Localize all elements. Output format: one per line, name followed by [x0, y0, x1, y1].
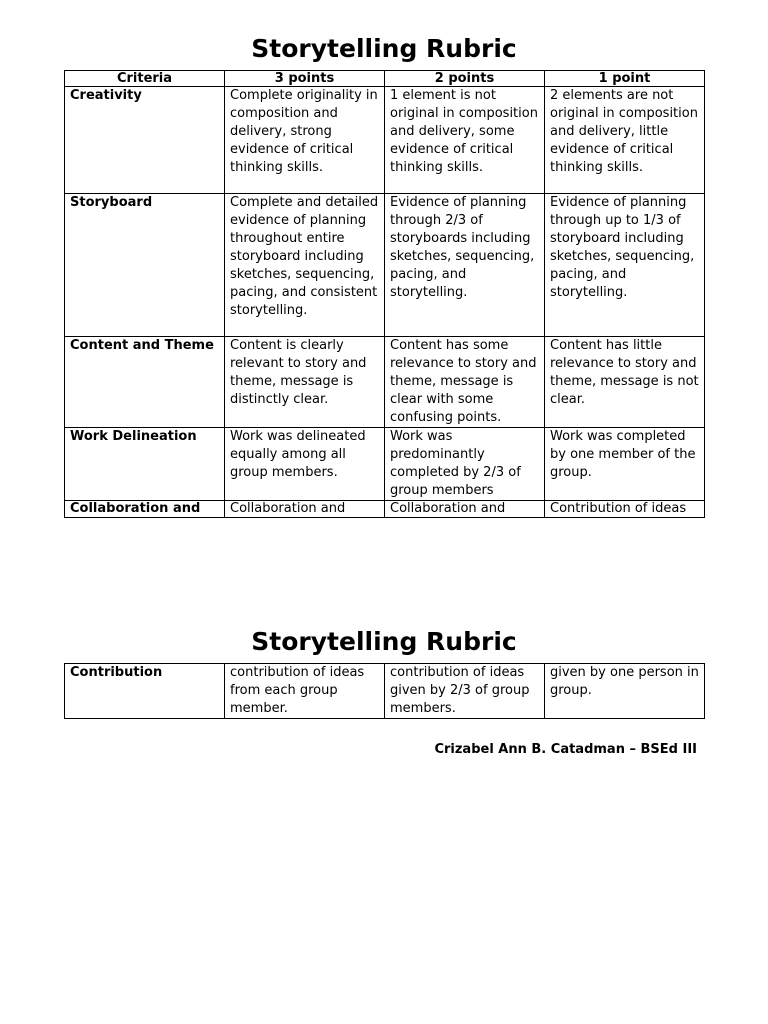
two-points-cell: contribution of ideas given by 2/3 of group members.: [385, 664, 545, 719]
column-header-3-points: 3 points: [225, 71, 385, 87]
table-row: [65, 664, 705, 719]
one-point-cell: Work was completed by one member of the group.: [545, 428, 705, 501]
one-point-cell: Content has little relevance to story and theme, message is not clear.: [545, 337, 705, 428]
table-header-row: [65, 71, 705, 87]
page-title: Storytelling Rubric: [251, 34, 517, 63]
criteria-cell: Content and Theme: [65, 337, 225, 428]
two-points-cell: Content has some relevance to story and theme, message is clear with some confusing points.: [385, 337, 545, 428]
criteria-cell: Work Delineation: [65, 428, 225, 501]
table-row: [65, 428, 705, 501]
three-points-cell: Collaboration and: [225, 501, 385, 518]
three-points-cell: Complete and detailed evidence of planning throughout entire storyboard including sketches, sequencing, pacing, and consistent storytelling.: [225, 194, 385, 337]
two-points-cell: Evidence of planning through 2/3 of storyboards including sketches, sequencing, pacing, and storytelling.: [385, 194, 545, 337]
three-points-cell: Complete originality in composition and delivery, strong evidence of critical thinking skills.: [225, 87, 385, 194]
table-row: [65, 501, 705, 518]
table-row: [65, 194, 705, 337]
two-points-cell: 1 element is not original in composition and delivery, some evidence of critical thinking skills.: [385, 87, 545, 194]
criteria-cell: Contribution: [65, 664, 225, 719]
column-header-criteria: Criteria: [65, 71, 225, 87]
three-points-cell: Content is clearly relevant to story and theme, message is distinctly clear.: [225, 337, 385, 428]
one-point-cell: 2 elements are not original in composition and delivery, little evidence of critical thinking skills.: [545, 87, 705, 194]
criteria-cell: Collaboration and: [65, 501, 225, 518]
one-point-cell: Evidence of planning through up to 1/3 of storyboard including sketches, sequencing, pacing, and storytelling.: [545, 194, 705, 337]
one-point-cell: given by one person in group.: [545, 664, 705, 719]
two-points-cell: Work was predominantly completed by 2/3 of group members: [385, 428, 545, 501]
criteria-cell: Storyboard: [65, 194, 225, 337]
author-signature: Crizabel Ann B. Catadman – BSEd III: [434, 742, 697, 757]
criteria-cell: Creativity: [65, 87, 225, 194]
rubric-table: [64, 70, 705, 518]
one-point-cell: Contribution of ideas: [545, 501, 705, 518]
column-header-1-point: 1 point: [545, 71, 705, 87]
three-points-cell: Work was delineated equally among all group members.: [225, 428, 385, 501]
table-row: [65, 337, 705, 428]
two-points-cell: Collaboration and: [385, 501, 545, 518]
column-header-2-points: 2 points: [385, 71, 545, 87]
table-row: [65, 87, 705, 194]
rubric-table-continued: [64, 663, 705, 719]
page-title: Storytelling Rubric: [251, 627, 517, 656]
three-points-cell: contribution of ideas from each group member.: [225, 664, 385, 719]
